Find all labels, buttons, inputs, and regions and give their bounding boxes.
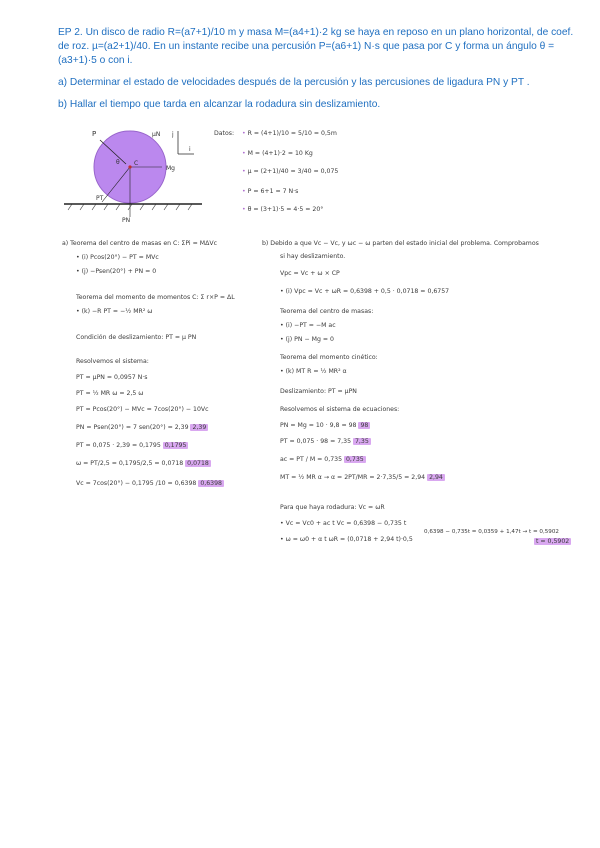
part-a-text: a) Determinar el estado de velocidades después de la percusión y las percusiones de ligadura PN y PT . <box>58 77 530 88</box>
left-line: PT = µPN = 0,0957 N·s <box>76 374 148 381</box>
highlight: 0,0718 <box>187 460 209 467</box>
highlight: 2,94 <box>429 474 443 481</box>
right-line: MT = ½ MR α → α = 2PT/MR = 2·7,35/5 = 2,94 2,94 <box>280 474 443 481</box>
left-line: a) Teorema del centro de masas en C: ΣPi = MΔVc <box>62 240 217 247</box>
datos-item: • µ = (2+1)/40 = 3/40 = 0,075 <box>242 168 339 175</box>
left-line: PT = ½ MR ω = 2,5 ω <box>76 390 144 397</box>
highlight: 2,39 <box>192 424 207 431</box>
right-line: • ω = ω0 + α t ωR = (0,0718 + 2,94 t)·0,5 <box>280 536 413 543</box>
right-line: • Vc = Vc0 + ac t Vc = 0,6398 − 0,735 t <box>280 520 407 527</box>
left-line: PT = Pcos(20°) − MVc = 7cos(20°) − 10Vc <box>76 406 209 413</box>
pn-label: PN <box>122 217 131 224</box>
datos-item: • R = (4+1)/10 = 5/10 = 0,5m <box>242 130 337 137</box>
p-label: P <box>92 130 97 138</box>
right-line: PN = Mg = 10 · 9,8 = 98 98 <box>280 422 369 429</box>
left-line: PN = Psen(20°) = 7 sen(20°) = 2,39 2,39 <box>76 424 207 431</box>
right-line: Teorema del momento cinético: <box>280 354 378 361</box>
highlight: 0,6398 <box>200 480 222 487</box>
mu-label: µN <box>152 131 161 138</box>
left-line: Resolvemos el sistema: <box>76 358 149 365</box>
left-line: PT = 0,075 · 2,39 = 0,1795 0,1795 <box>76 442 187 449</box>
right-line: PT = 0,075 · 98 = 7,35 7,35 <box>280 438 369 445</box>
axes-icon <box>172 128 196 158</box>
highlight: 0,735 <box>345 456 364 463</box>
right-line: • (j) PN − Mg = 0 <box>280 336 334 343</box>
right-line: • (i) −PT = −M ac <box>280 322 336 329</box>
right-line: b) Debido a que Vc − Vc, y ωc − ω parten del estado inicial del problema. Comprobamos <box>262 240 539 247</box>
highlight: 7,35 <box>354 438 369 445</box>
right-line: • (k) MT R = ½ MR² α <box>280 368 347 375</box>
right-line: Resolvemos el sistema de ecuaciones: <box>280 406 400 413</box>
c-label: C <box>134 160 139 167</box>
j-axis-label: j <box>172 131 174 138</box>
highlight: 98 <box>360 422 369 429</box>
datos-title: Datos: <box>214 130 235 137</box>
problem-statement <box>58 26 578 120</box>
right-result: 0,6398 − 0,735t = 0,0359 + 1,47t → t = 0,5902 <box>424 529 559 535</box>
right-line: Deslizamiento: PT = µPN <box>280 388 357 395</box>
left-line: • (i) Pcos(20°) − PT = MVc <box>76 254 159 261</box>
right-line: Para que haya rodadura: Vc = ωR <box>280 504 385 511</box>
right-line: Vpc = Vc + ω × CP <box>280 270 340 277</box>
right-line: • (i) Vpc = Vc + ωR = 0,6398 + 0,5 · 0,0718 = 0,6757 <box>280 288 450 295</box>
highlight: 0,1795 <box>164 442 187 449</box>
highlight: t = 0,5902 <box>536 538 570 545</box>
left-line: ω = PT/2,5 = 0,1795/2,5 = 0,0718 0,0718 <box>76 460 209 467</box>
part-b-text: b) Hallar el tiempo que tarda en alcanzar la rodadura sin deslizamiento. <box>58 99 381 110</box>
left-line: Condición de deslizamiento: PT = µ PN <box>76 334 197 341</box>
datos-item: • θ = (3+1)·5 = 4·5 = 20° <box>242 206 324 213</box>
right-result-highlight <box>534 538 571 546</box>
i-axis-label: i <box>189 146 191 153</box>
left-line: • (j) −Psen(20°) + PN = 0 <box>76 268 157 275</box>
mg-label: Mg <box>166 165 175 172</box>
left-line: Vc = 7cos(20°) − 0,1795 /10 = 0,6398 0,6398 <box>76 480 222 487</box>
right-line: ac = PT / M = 0,735 0,735 <box>280 456 364 463</box>
problem-text: EP 2. Un disco de radio R=(a7+1)/10 m y masa M=(a4+1)·2 kg se haya en reposo en un plano horizontal, de coef. de roz. µ=(a2+1)/40. En un instante recibe una percusión P=(a6+1) N·s que pasa por C y forma un ángulo θ =(a3+1)·5 o con i. <box>58 27 574 66</box>
right-line: si hay deslizamiento. <box>280 253 346 260</box>
left-line: • (k) −R PT = −½ MR² ω <box>76 308 153 315</box>
theta-label: θ <box>116 159 120 166</box>
pt-label: PT <box>96 195 104 202</box>
left-line: Teorema del momento de momentos C: Σ r×P = ΔL <box>76 294 235 301</box>
datos-item: • P = 6+1 = 7 N·s <box>242 188 299 195</box>
right-line: Teorema del centro de masas: <box>280 308 374 315</box>
datos-item: • M = (4+1)·2 = 10 Kg <box>242 150 313 157</box>
